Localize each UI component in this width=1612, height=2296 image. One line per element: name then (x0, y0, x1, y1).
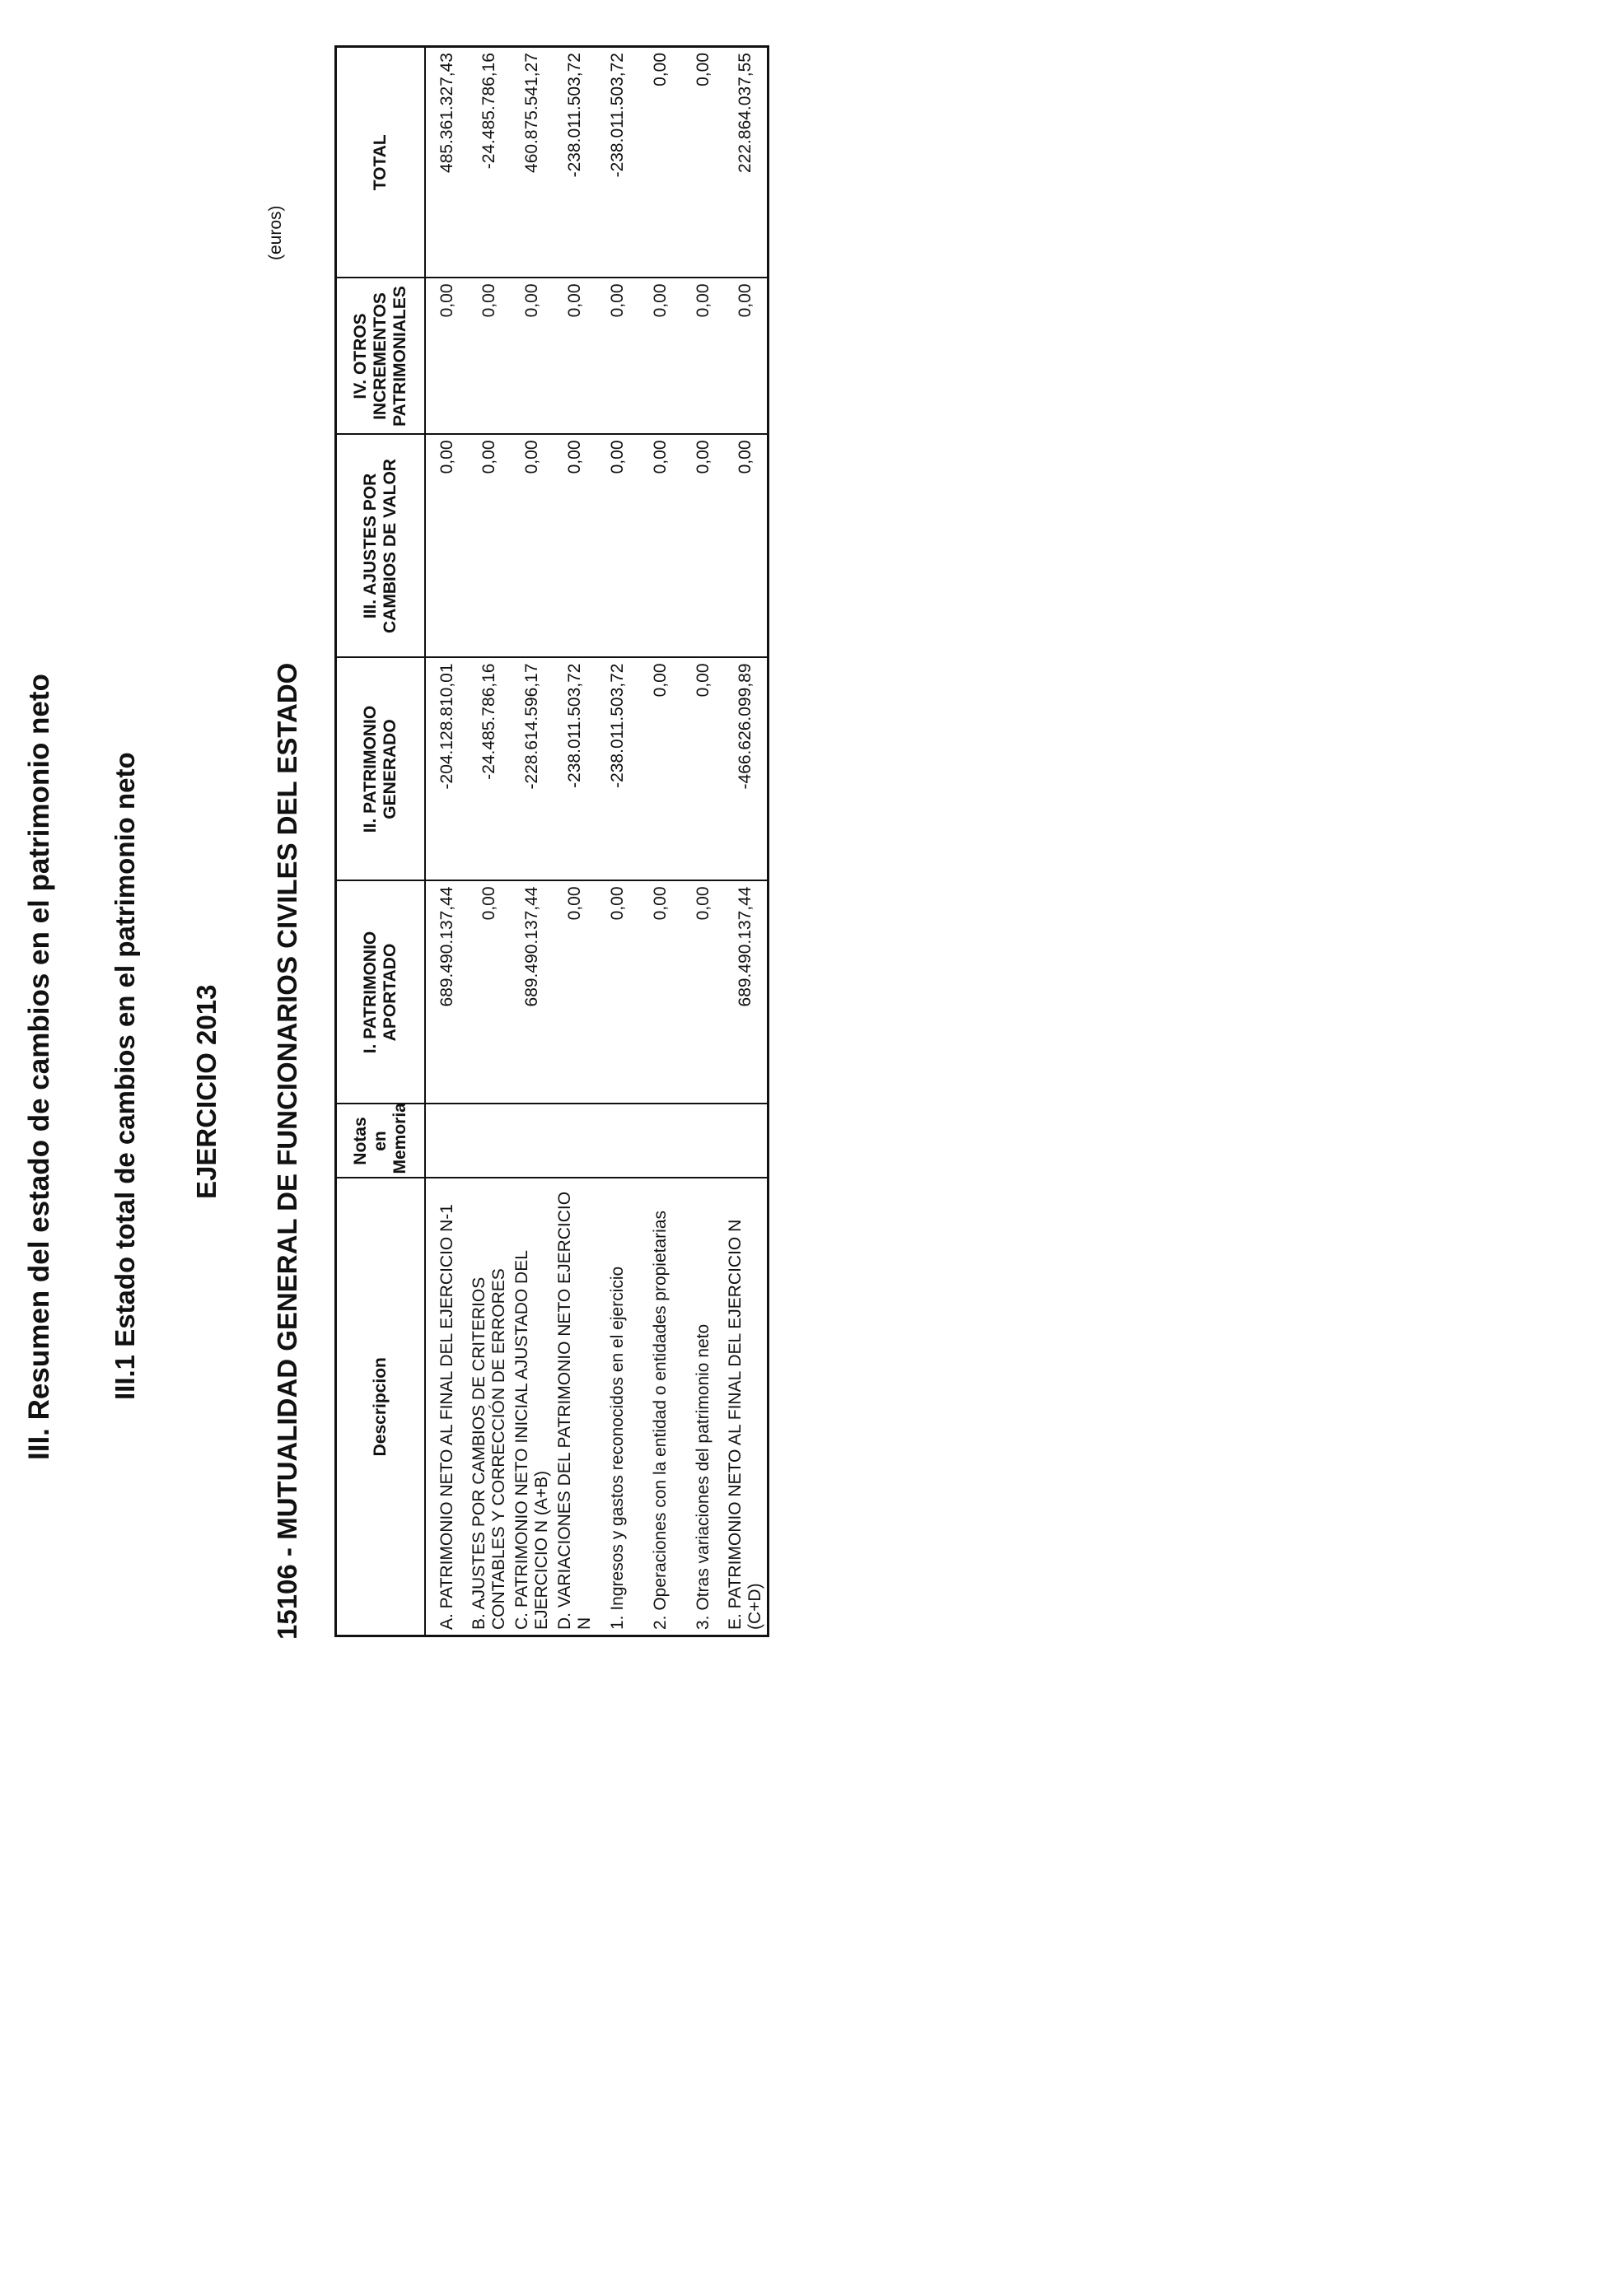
row-description: A. PATRIMONIO NETO AL FINAL DEL EJERCICIO N-1 (425, 1178, 468, 1636)
units-label: (euros) (266, 205, 285, 260)
row-description: 3. Otras variaciones del patrimonio neto (682, 1178, 725, 1636)
equity-changes-table (334, 45, 769, 1637)
cell-total: 0,00 (639, 47, 682, 278)
row-notes (554, 1104, 596, 1178)
cell-otros-incrementos: 0,00 (468, 278, 511, 435)
column-header: TOTAL (336, 47, 426, 278)
table-row (468, 47, 511, 1636)
table-row (596, 47, 639, 1636)
cell-total: -238.011.503,72 (596, 47, 639, 278)
table-row (554, 47, 596, 1636)
row-notes (682, 1104, 725, 1178)
cell-patrimonio-generado: -466.626.099,89 (725, 658, 768, 881)
cell-patrimonio-generado: 0,00 (639, 658, 682, 881)
table-row (511, 47, 554, 1636)
row-notes (596, 1104, 639, 1178)
column-header: II. PATRIMONIO GENERADO (336, 658, 426, 881)
cell-total: 460.875.541,27 (511, 47, 554, 278)
cell-patrimonio-aportado: 0,00 (554, 881, 596, 1104)
row-description: D. VARIACIONES DEL PATRIMONIO NETO EJERCICIO N (554, 1178, 596, 1636)
cell-patrimonio-generado: 0,00 (682, 658, 725, 881)
cell-otros-incrementos: 0,00 (425, 278, 468, 435)
table-row (725, 47, 768, 1636)
cell-patrimonio-aportado: 0,00 (682, 881, 725, 1104)
cell-patrimonio-generado: -204.128.810,01 (425, 658, 468, 881)
column-header: IV. OTROS INCREMENTOS PATRIMONIALES (336, 278, 426, 435)
cell-patrimonio-aportado: 0,00 (468, 881, 511, 1104)
subsection-title: III.1 Estado total de cambios en el patrimonio neto (110, 752, 140, 1400)
cell-otros-incrementos: 0,00 (554, 278, 596, 435)
row-notes (425, 1104, 468, 1178)
cell-otros-incrementos: 0,00 (682, 278, 725, 435)
column-header: I. PATRIMONIO APORTADO (336, 881, 426, 1104)
cell-ajustes-valor: 0,00 (639, 435, 682, 658)
table-row (639, 47, 682, 1636)
row-notes (511, 1104, 554, 1178)
exercise-title: EJERCICIO 2013 (191, 984, 222, 1199)
cell-ajustes-valor: 0,00 (425, 435, 468, 658)
cell-total: 222.864.037,55 (725, 47, 768, 278)
cell-ajustes-valor: 0,00 (682, 435, 725, 658)
row-description: C. PATRIMONIO NETO INICIAL AJUSTADO DEL EJERCICIO N (A+B) (511, 1178, 554, 1636)
cell-ajustes-valor: 0,00 (468, 435, 511, 658)
row-description: E. PATRIMONIO NETO AL FINAL DEL EJERCICIO N (C+D) (725, 1178, 768, 1636)
column-header: III. AJUSTES POR CAMBIOS DE VALOR (336, 435, 426, 658)
cell-otros-incrementos: 0,00 (725, 278, 768, 435)
cell-patrimonio-generado: -228.614.596,17 (511, 658, 554, 881)
cell-patrimonio-generado: -24.485.786,16 (468, 658, 511, 881)
cell-otros-incrementos: 0,00 (596, 278, 639, 435)
cell-patrimonio-aportado: 0,00 (639, 881, 682, 1104)
row-description: 1. Ingresos y gastos reconocidos en el ejercicio (596, 1178, 639, 1636)
cell-total: -24.485.786,16 (468, 47, 511, 278)
cell-ajustes-valor: 0,00 (596, 435, 639, 658)
cell-otros-incrementos: 0,00 (639, 278, 682, 435)
cell-total: -238.011.503,72 (554, 47, 596, 278)
column-header: Notas en Memoria (336, 1104, 426, 1178)
cell-patrimonio-aportado: 689.490.137,44 (425, 881, 468, 1104)
row-notes (468, 1104, 511, 1178)
row-description: B. AJUSTES POR CAMBIOS DE CRITERIOS CONTABLES Y CORRECCIÓN DE ERRORES (468, 1178, 511, 1636)
table-header-row (336, 47, 426, 1636)
cell-total: 485.361.327,43 (425, 47, 468, 278)
cell-patrimonio-generado: -238.011.503,72 (554, 658, 596, 881)
section-title: III. Resumen del estado de cambios en el patrimonio neto (23, 674, 55, 1460)
entity-title: 15106 - MUTUALIDAD GENERAL DE FUNCIONARIOS CIVILES DEL ESTADO (272, 662, 302, 1640)
row-notes (639, 1104, 682, 1178)
cell-otros-incrementos: 0,00 (511, 278, 554, 435)
cell-patrimonio-generado: -238.011.503,72 (596, 658, 639, 881)
cell-patrimonio-aportado: 689.490.137,44 (511, 881, 554, 1104)
column-header: Descripcion (336, 1178, 426, 1636)
row-description: 2. Operaciones con la entidad o entidades propietarias (639, 1178, 682, 1636)
row-notes (725, 1104, 768, 1178)
cell-ajustes-valor: 0,00 (554, 435, 596, 658)
cell-patrimonio-aportado: 0,00 (596, 881, 639, 1104)
table-row (425, 47, 468, 1636)
cell-patrimonio-aportado: 689.490.137,44 (725, 881, 768, 1104)
table-row (682, 47, 725, 1636)
cell-total: 0,00 (682, 47, 725, 278)
cell-ajustes-valor: 0,00 (725, 435, 768, 658)
cell-ajustes-valor: 0,00 (511, 435, 554, 658)
